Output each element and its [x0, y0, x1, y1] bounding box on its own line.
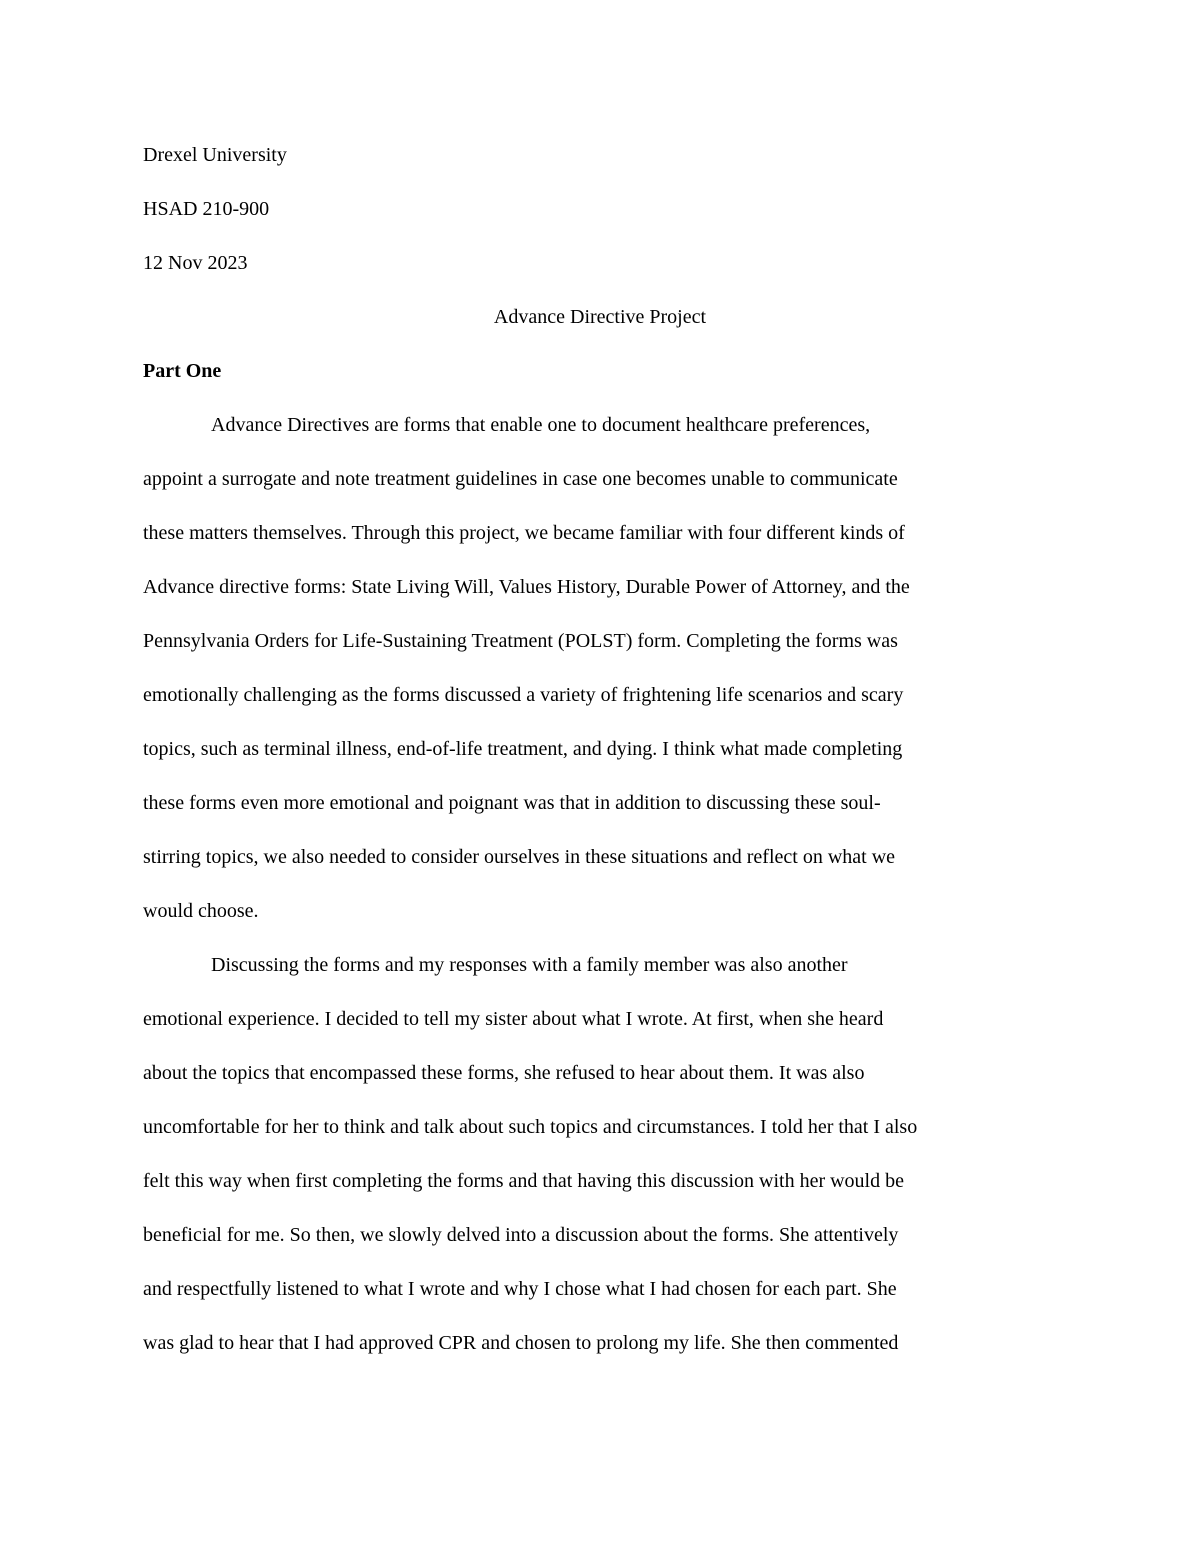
paragraph-2 — [143, 952, 1057, 1357]
paragraph-1 — [143, 412, 1057, 952]
paragraph-line: these matters themselves. Through this project, we became familiar with four different kinds of — [143, 522, 905, 544]
document-title: Advance Directive Project — [493, 306, 707, 328]
paragraph-line: was glad to hear that I had approved CPR and chosen to prolong my life. She then commented — [143, 1332, 899, 1354]
paragraph-line: beneficial for me. So then, we slowly delved into a discussion about the forms. She attentively — [143, 1224, 899, 1246]
paragraph-line: and respectfully listened to what I wrote and why I chose what I had chosen for each part. She — [143, 1278, 897, 1300]
course-line: HSAD 210-900 — [143, 198, 270, 220]
paragraph-line: emotional experience. I decided to tell my sister about what I wrote. At first, when she heard — [143, 1008, 884, 1030]
paragraph-line: about the topics that encompassed these forms, she refused to hear about them. It was also — [143, 1062, 865, 1084]
paragraph-line: Advance directive forms: State Living Will, Values History, Durable Power of Attorney, and the — [143, 576, 910, 598]
paragraph-line: these forms even more emotional and poignant was that in addition to discussing these soul- — [143, 792, 881, 814]
date-line: 12 Nov 2023 — [143, 252, 248, 274]
document-body — [143, 142, 1057, 1357]
paragraph-line: Discussing the forms and my responses with a family member was also another — [211, 954, 848, 976]
institution-line: Drexel University — [143, 144, 287, 166]
paragraph-line: Pennsylvania Orders for Life-Sustaining Treatment (POLST) form. Completing the forms was — [143, 630, 898, 652]
paragraph-line: uncomfortable for her to think and talk about such topics and circumstances. I told her that I also — [143, 1116, 918, 1138]
paragraph-line: would choose. — [143, 900, 259, 922]
paragraph-line: Advance Directives are forms that enable one to document healthcare preferences, — [211, 414, 871, 436]
paragraph-line: topics, such as terminal illness, end-of-life treatment, and dying. I think what made completing — [143, 738, 903, 760]
section-heading: Part One — [143, 360, 222, 382]
paragraph-line: stirring topics, we also needed to consider ourselves in these situations and reflect on what we — [143, 846, 896, 868]
paragraph-line: appoint a surrogate and note treatment guidelines in case one becomes unable to communicate — [143, 468, 898, 490]
paragraph-line: felt this way when first completing the forms and that having this discussion with her would be — [143, 1170, 904, 1192]
paragraph-line: emotionally challenging as the forms discussed a variety of frightening life scenarios and scary — [143, 684, 904, 706]
